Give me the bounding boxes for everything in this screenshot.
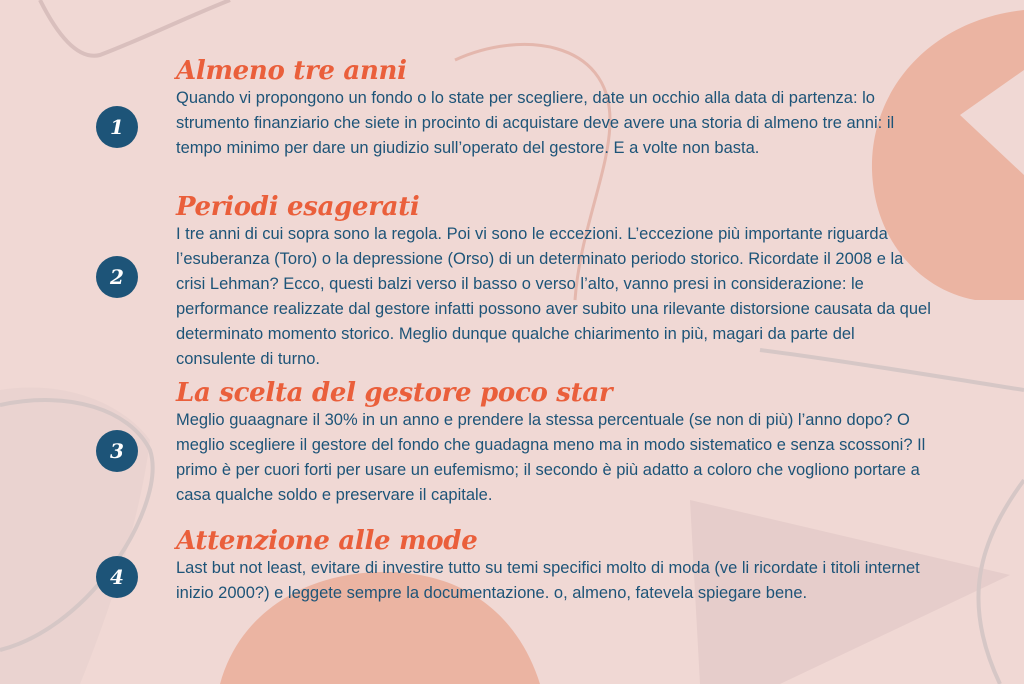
item-body: I tre anni di cui sopra sono la regola. Poi vi sono le eccezioni. L’eccezione più importante riguarda l’esuberanza (Toro) o la depressione (Orso) di un determinato periodo storico. Ricordate il 2008 e la crisi Lehman? Ecco, questi balzi verso il basso o verso l’alto, vanno presi in considerazione: le performance realizzate dal gestore infatti possono aver subito una rilevante distorsione causata da quel determinato momento storico. Meglio dunque qualche chiarimento in più, magari da parte del consulente di turno. <box>176 225 931 368</box>
number-badge: 1 <box>96 106 138 148</box>
item-body: Quando vi propongono un fondo o lo state per scegliere, date un occhio alla data di partenza: lo strumento finanziario che siete in procinto di acquistare deve avere una storia di almeno tre anni: il tempo minimo per dare un giudizio sull’operato del gestore. E a volte non basta. <box>176 89 895 157</box>
item-body: Last but not least, evitare di investire tutto su temi specifici molto di moda (ve li ricordate i titoli internet inizio 2000?) e leggete sempre la documentazione. o, almeno, fatevela spiegare bene. <box>176 559 920 602</box>
outline-triangle-top <box>40 0 230 56</box>
item-title: La scelta del gestore poco star <box>176 378 613 408</box>
item-title: Almeno tre anni <box>176 56 407 86</box>
number-badge: 4 <box>96 556 138 598</box>
item-body: Meglio guaagnare il 30% in un anno e prendere la stessa percentuale (se non di più) l’anno dopo? O meglio scegliere il gestore del fondo che guadagna meno ma in modo sistematico e senza scossoni? Il primo è per cuori forti per usare un eufemismo; il secondo è più adatto a coloro che vogliono portare a casa qualche soldo e preservare il capitale. <box>176 411 926 504</box>
number-badge: 3 <box>96 430 138 472</box>
item-title: Attenzione alle mode <box>176 526 478 556</box>
number-badge: 2 <box>96 256 138 298</box>
item-title: Periodi esagerati <box>176 192 420 222</box>
